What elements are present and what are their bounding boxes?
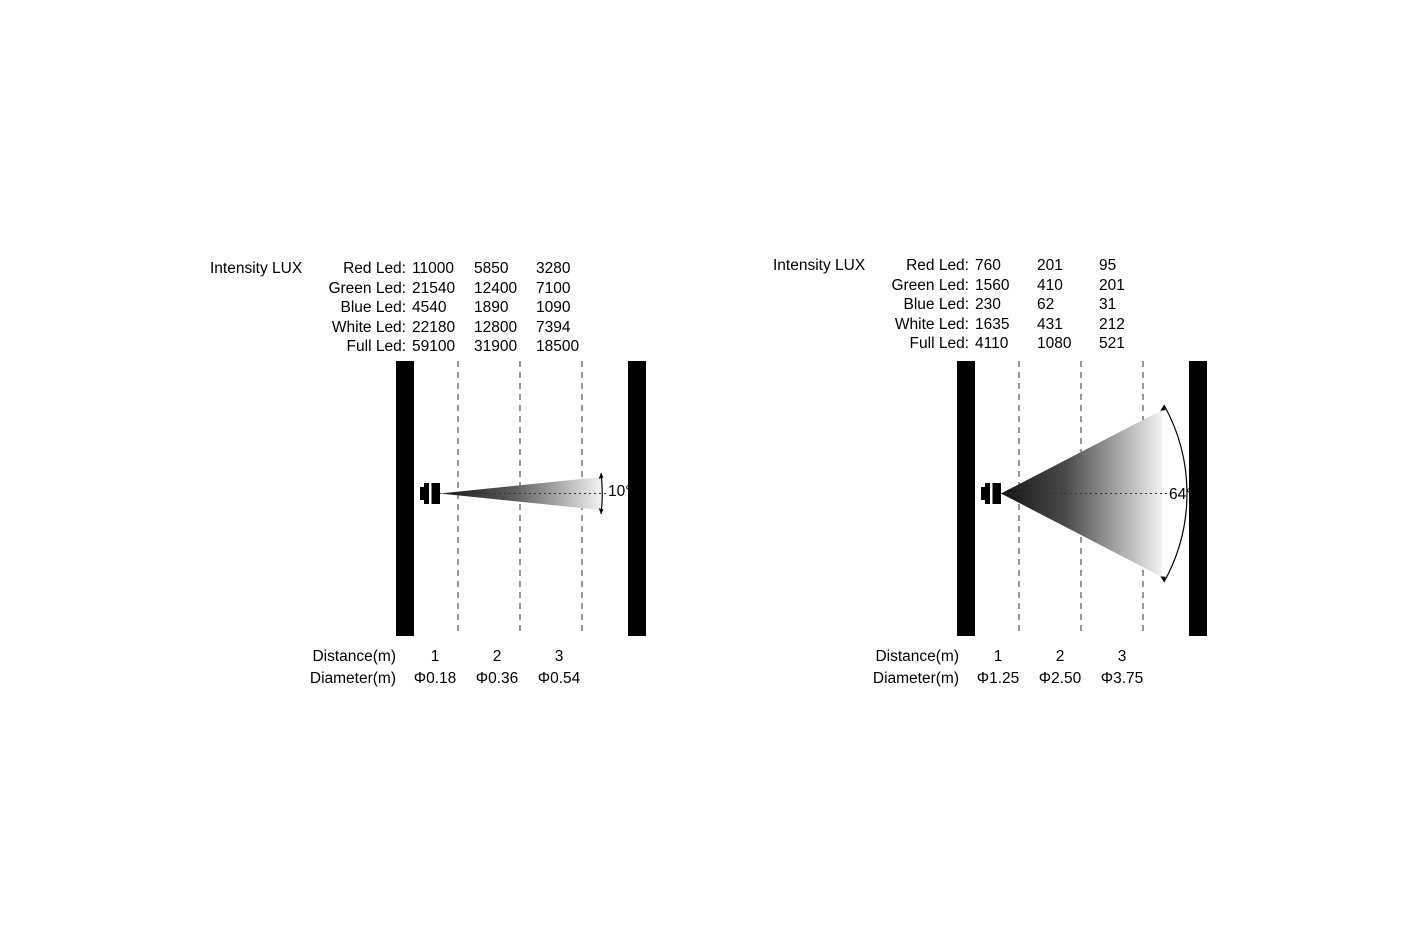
- cell-value: 4540: [412, 299, 447, 317]
- cell-value: 11000: [412, 260, 454, 277]
- diameter-label: Diameter(m): [309, 670, 396, 687]
- cell-value: 31: [1099, 296, 1117, 314]
- table-row: [210, 298, 598, 318]
- cell-value: 410: [1037, 276, 1063, 294]
- fixture-base: [981, 487, 986, 500]
- cell-value: 212: [1099, 315, 1125, 333]
- cell-value: 21540: [412, 279, 456, 297]
- wall-left: [396, 361, 414, 636]
- cell-value: 59100: [412, 338, 456, 356]
- row-label: Red Led:: [343, 260, 406, 277]
- row-label: Green Led:: [328, 279, 406, 297]
- table-row: [773, 334, 1161, 354]
- wall-left: [957, 361, 975, 636]
- row-label: Full Led:: [346, 338, 406, 356]
- distance-table-narrow: [296, 646, 590, 690]
- cell-value: 230: [975, 296, 1001, 314]
- table-row: [210, 318, 598, 338]
- table-row: [859, 646, 1153, 668]
- cell-value: 62: [1037, 296, 1055, 314]
- diameter-value: Φ0.54: [537, 670, 581, 687]
- distance-value: 2: [1055, 648, 1065, 665]
- distance-value: 2: [492, 648, 502, 665]
- diameter-value: Φ3.75: [1100, 670, 1144, 687]
- beam-angle-label-wide: 64°: [1169, 486, 1193, 503]
- cell-value: 22180: [412, 318, 456, 336]
- beam-angle-label-narrow: 10°: [608, 483, 632, 500]
- row-label: White Led:: [894, 315, 969, 333]
- cell-value: 4110: [975, 335, 1009, 353]
- intensity-table-wide: [773, 256, 1161, 354]
- diameter-value: Φ1.25: [976, 670, 1020, 687]
- cell-value: 521: [1099, 335, 1125, 353]
- intensity-heading: Intensity LUX: [773, 257, 866, 274]
- cell-value: 12800: [474, 318, 518, 336]
- table-row: [859, 668, 1153, 690]
- distance-value: 1: [993, 648, 1003, 665]
- row-label: White Led:: [331, 318, 406, 336]
- intensity-table-narrow: [210, 259, 598, 357]
- table-row: [773, 295, 1161, 315]
- cell-value: 12400: [474, 279, 518, 297]
- cell-value: 5850: [474, 260, 509, 277]
- cell-value: 31900: [474, 338, 518, 356]
- fixture-body: [985, 483, 1001, 504]
- cell-value: 201: [1099, 276, 1125, 294]
- fixture-base: [420, 487, 425, 500]
- cell-value: 3280: [536, 260, 571, 277]
- cell-value: 1890: [474, 299, 509, 317]
- distance-label: Distance(m): [312, 648, 396, 665]
- row-label: Blue Led:: [903, 296, 969, 314]
- fixture-slot: [990, 483, 993, 504]
- row-label: Full Led:: [909, 335, 969, 353]
- distance-value: 3: [1117, 648, 1127, 665]
- distance-value: 1: [430, 648, 440, 665]
- beam-diagram-wide: [709, 0, 1418, 946]
- distance-value: 3: [554, 648, 564, 665]
- diameter-value: Φ2.50: [1038, 670, 1082, 687]
- row-label: Red Led:: [906, 257, 969, 274]
- row-label: Blue Led:: [340, 299, 406, 317]
- cell-value: 1090: [536, 299, 571, 317]
- table-row: [773, 276, 1161, 296]
- row-label: Green Led:: [891, 276, 969, 294]
- cell-value: 1635: [975, 315, 1010, 333]
- table-row: [773, 315, 1161, 335]
- diameter-label: Diameter(m): [872, 670, 959, 687]
- cell-value: 7100: [536, 279, 571, 297]
- cell-value: 431: [1037, 315, 1063, 333]
- cell-value: 1560: [975, 276, 1010, 294]
- cell-value: 1080: [1037, 335, 1072, 353]
- table-row: [296, 646, 590, 668]
- cell-value: 18500: [536, 338, 580, 356]
- intensity-heading: Intensity LUX: [210, 260, 303, 277]
- cell-value: 95: [1099, 257, 1117, 274]
- fixture-slot: [429, 483, 432, 504]
- table-row: [210, 279, 598, 299]
- cell-value: 201: [1037, 257, 1063, 274]
- distance-table-wide: [859, 646, 1153, 690]
- diameter-value: Φ0.18: [413, 670, 457, 687]
- table-row: [296, 668, 590, 690]
- cell-value: 760: [975, 257, 1001, 274]
- distance-label: Distance(m): [875, 648, 959, 665]
- diameter-value: Φ0.36: [475, 670, 519, 687]
- cell-value: 7394: [536, 318, 571, 336]
- fixture-body: [424, 483, 440, 504]
- table-row: [773, 256, 1161, 276]
- table-row: [210, 259, 598, 279]
- table-row: [210, 337, 598, 357]
